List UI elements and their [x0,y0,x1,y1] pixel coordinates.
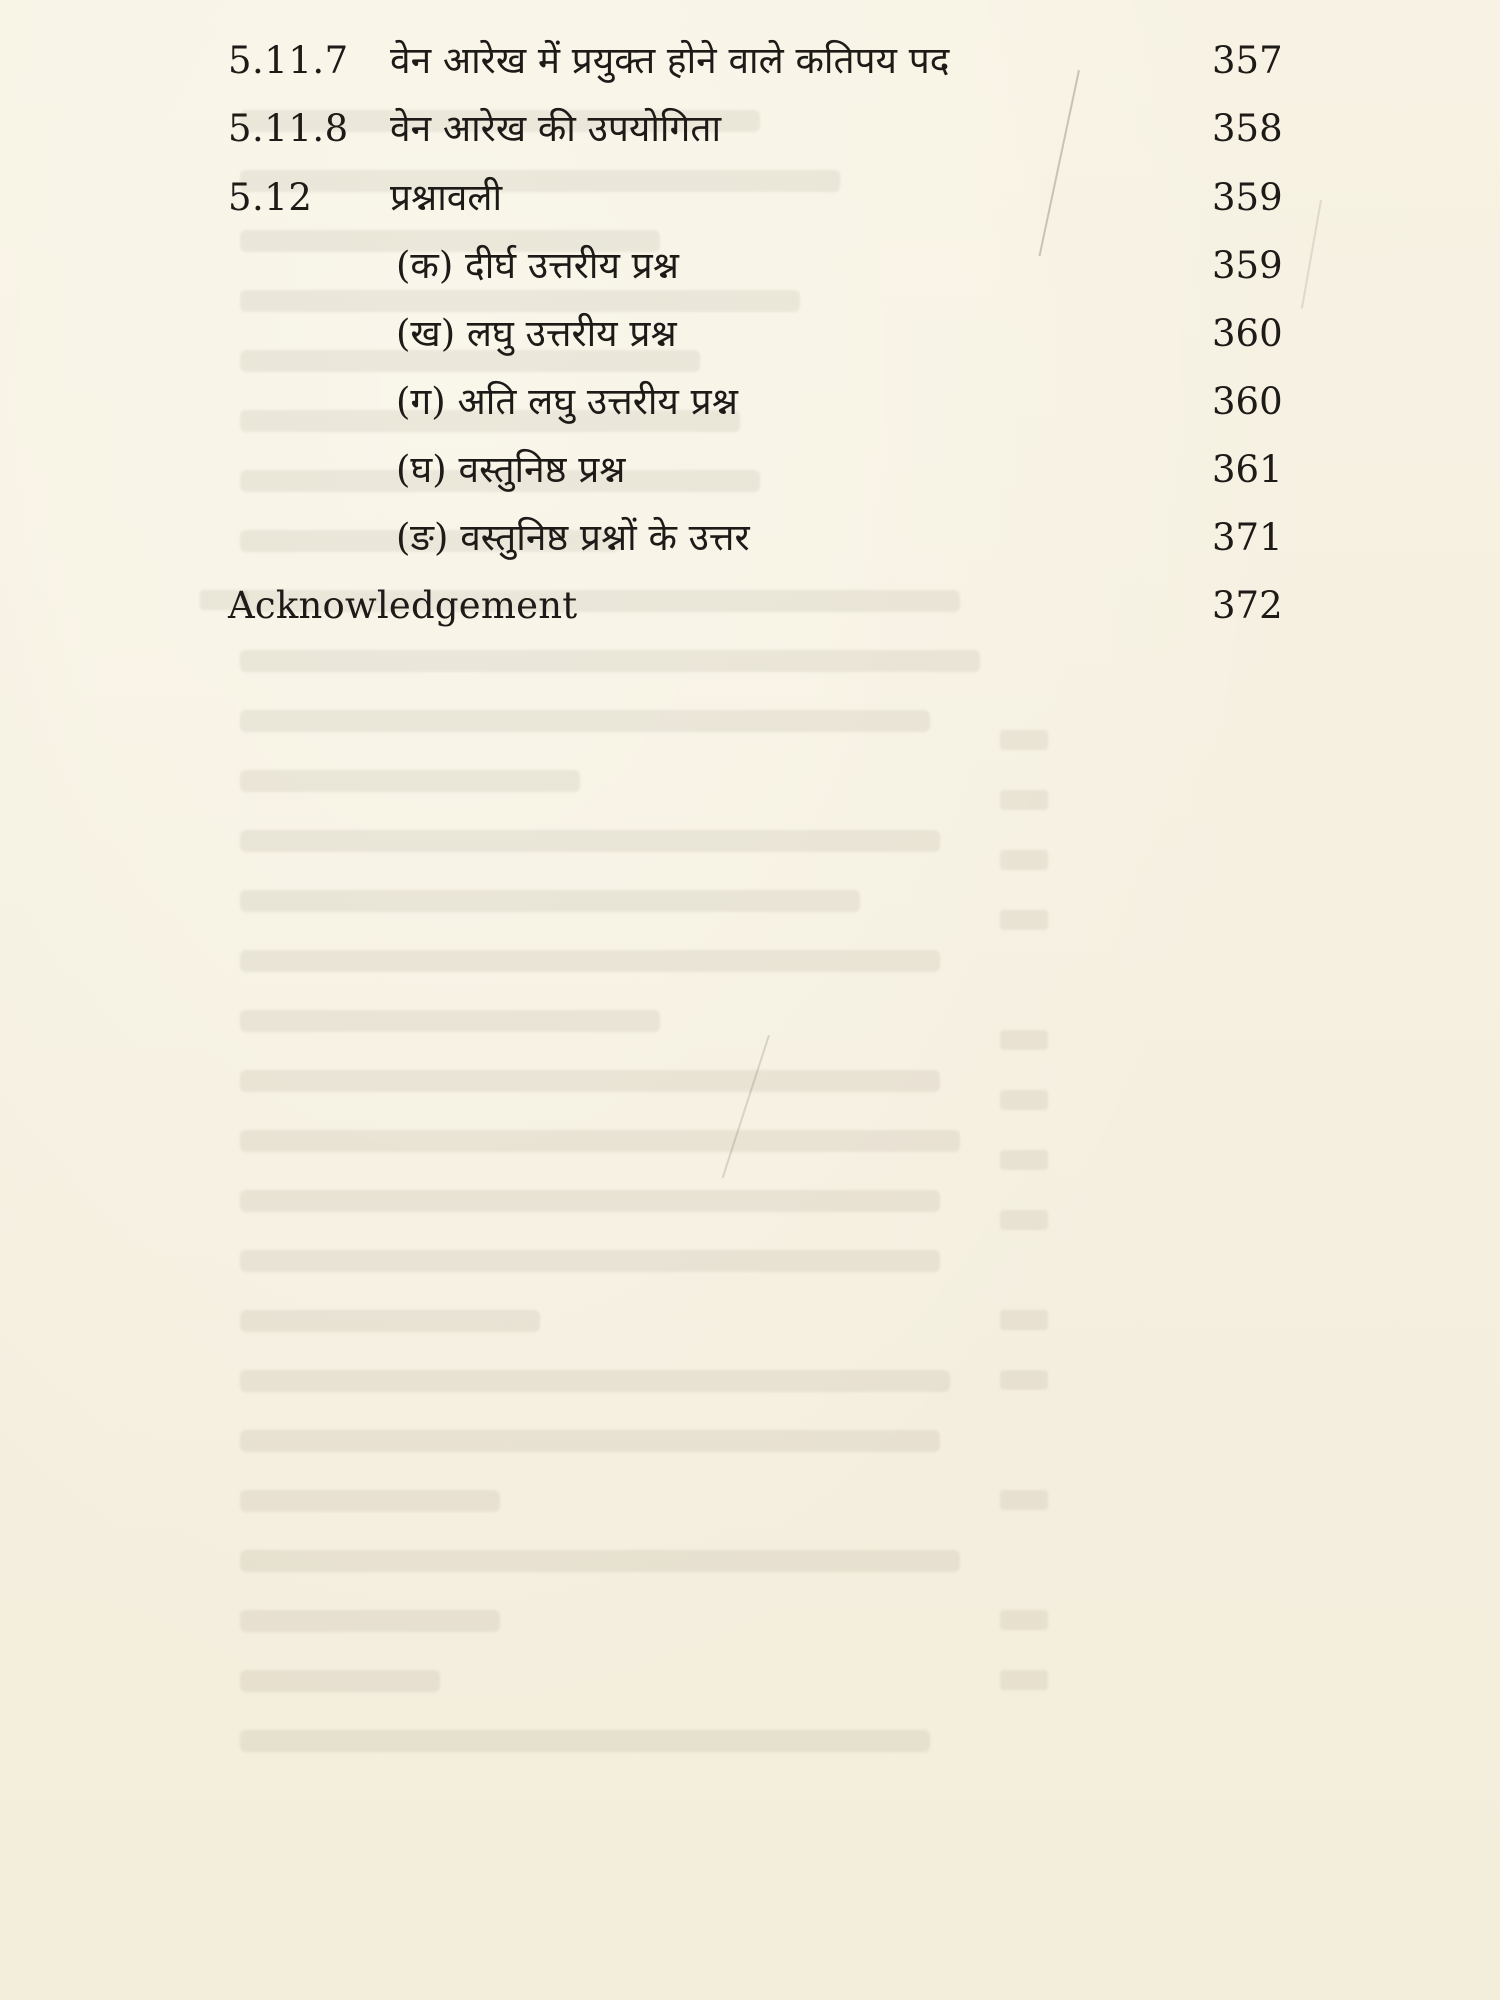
subsection-title: (ङ) वस्तुनिष्ठ प्रश्नों के उत्तर [396,516,750,559]
subsection-title: (घ) वस्तुनिष्ठ प्रश्न [396,448,626,491]
page-number: 359 [1212,244,1283,287]
section-title: वेन आरेख की उपयोगिता [390,107,722,150]
toc-entry [0,168,1500,228]
toc-subentry [0,508,1500,568]
subsection-title: (ग) अति लघु उत्तरीय प्रश्न [396,380,738,423]
page-number: 358 [1212,107,1283,150]
toc-subentry [0,236,1500,296]
page-number: 361 [1212,448,1283,491]
subsection-title: (ख) लघु उत्तरीय प्रश्न [396,312,677,355]
toc-subentry [0,304,1500,364]
page-number: 357 [1212,39,1283,82]
section-number: 5.11.7 [228,39,349,82]
section-title: वेन आरेख में प्रयुक्त होने वाले कतिपय पद [390,39,950,82]
paper-crease [1038,70,1079,256]
section-number: 5.12 [228,176,313,219]
acknowledgement-title: Acknowledgement [228,584,578,627]
section-number: 5.11.8 [228,107,349,150]
page-number: 359 [1212,176,1283,219]
paper-crease [722,1035,770,1178]
toc-subentry [0,440,1500,500]
toc-entry [0,99,1500,159]
page-number: 372 [1212,584,1283,627]
page-number: 360 [1212,380,1283,423]
toc-subentry [0,372,1500,432]
section-title: प्रश्नावली [390,176,503,219]
page-number: 371 [1212,516,1283,559]
subsection-title: (क) दीर्घ उत्तरीय प्रश्न [396,244,679,287]
toc-entry-acknowledgement [0,576,1500,636]
toc-entry [0,31,1500,91]
page-number: 360 [1212,312,1283,355]
